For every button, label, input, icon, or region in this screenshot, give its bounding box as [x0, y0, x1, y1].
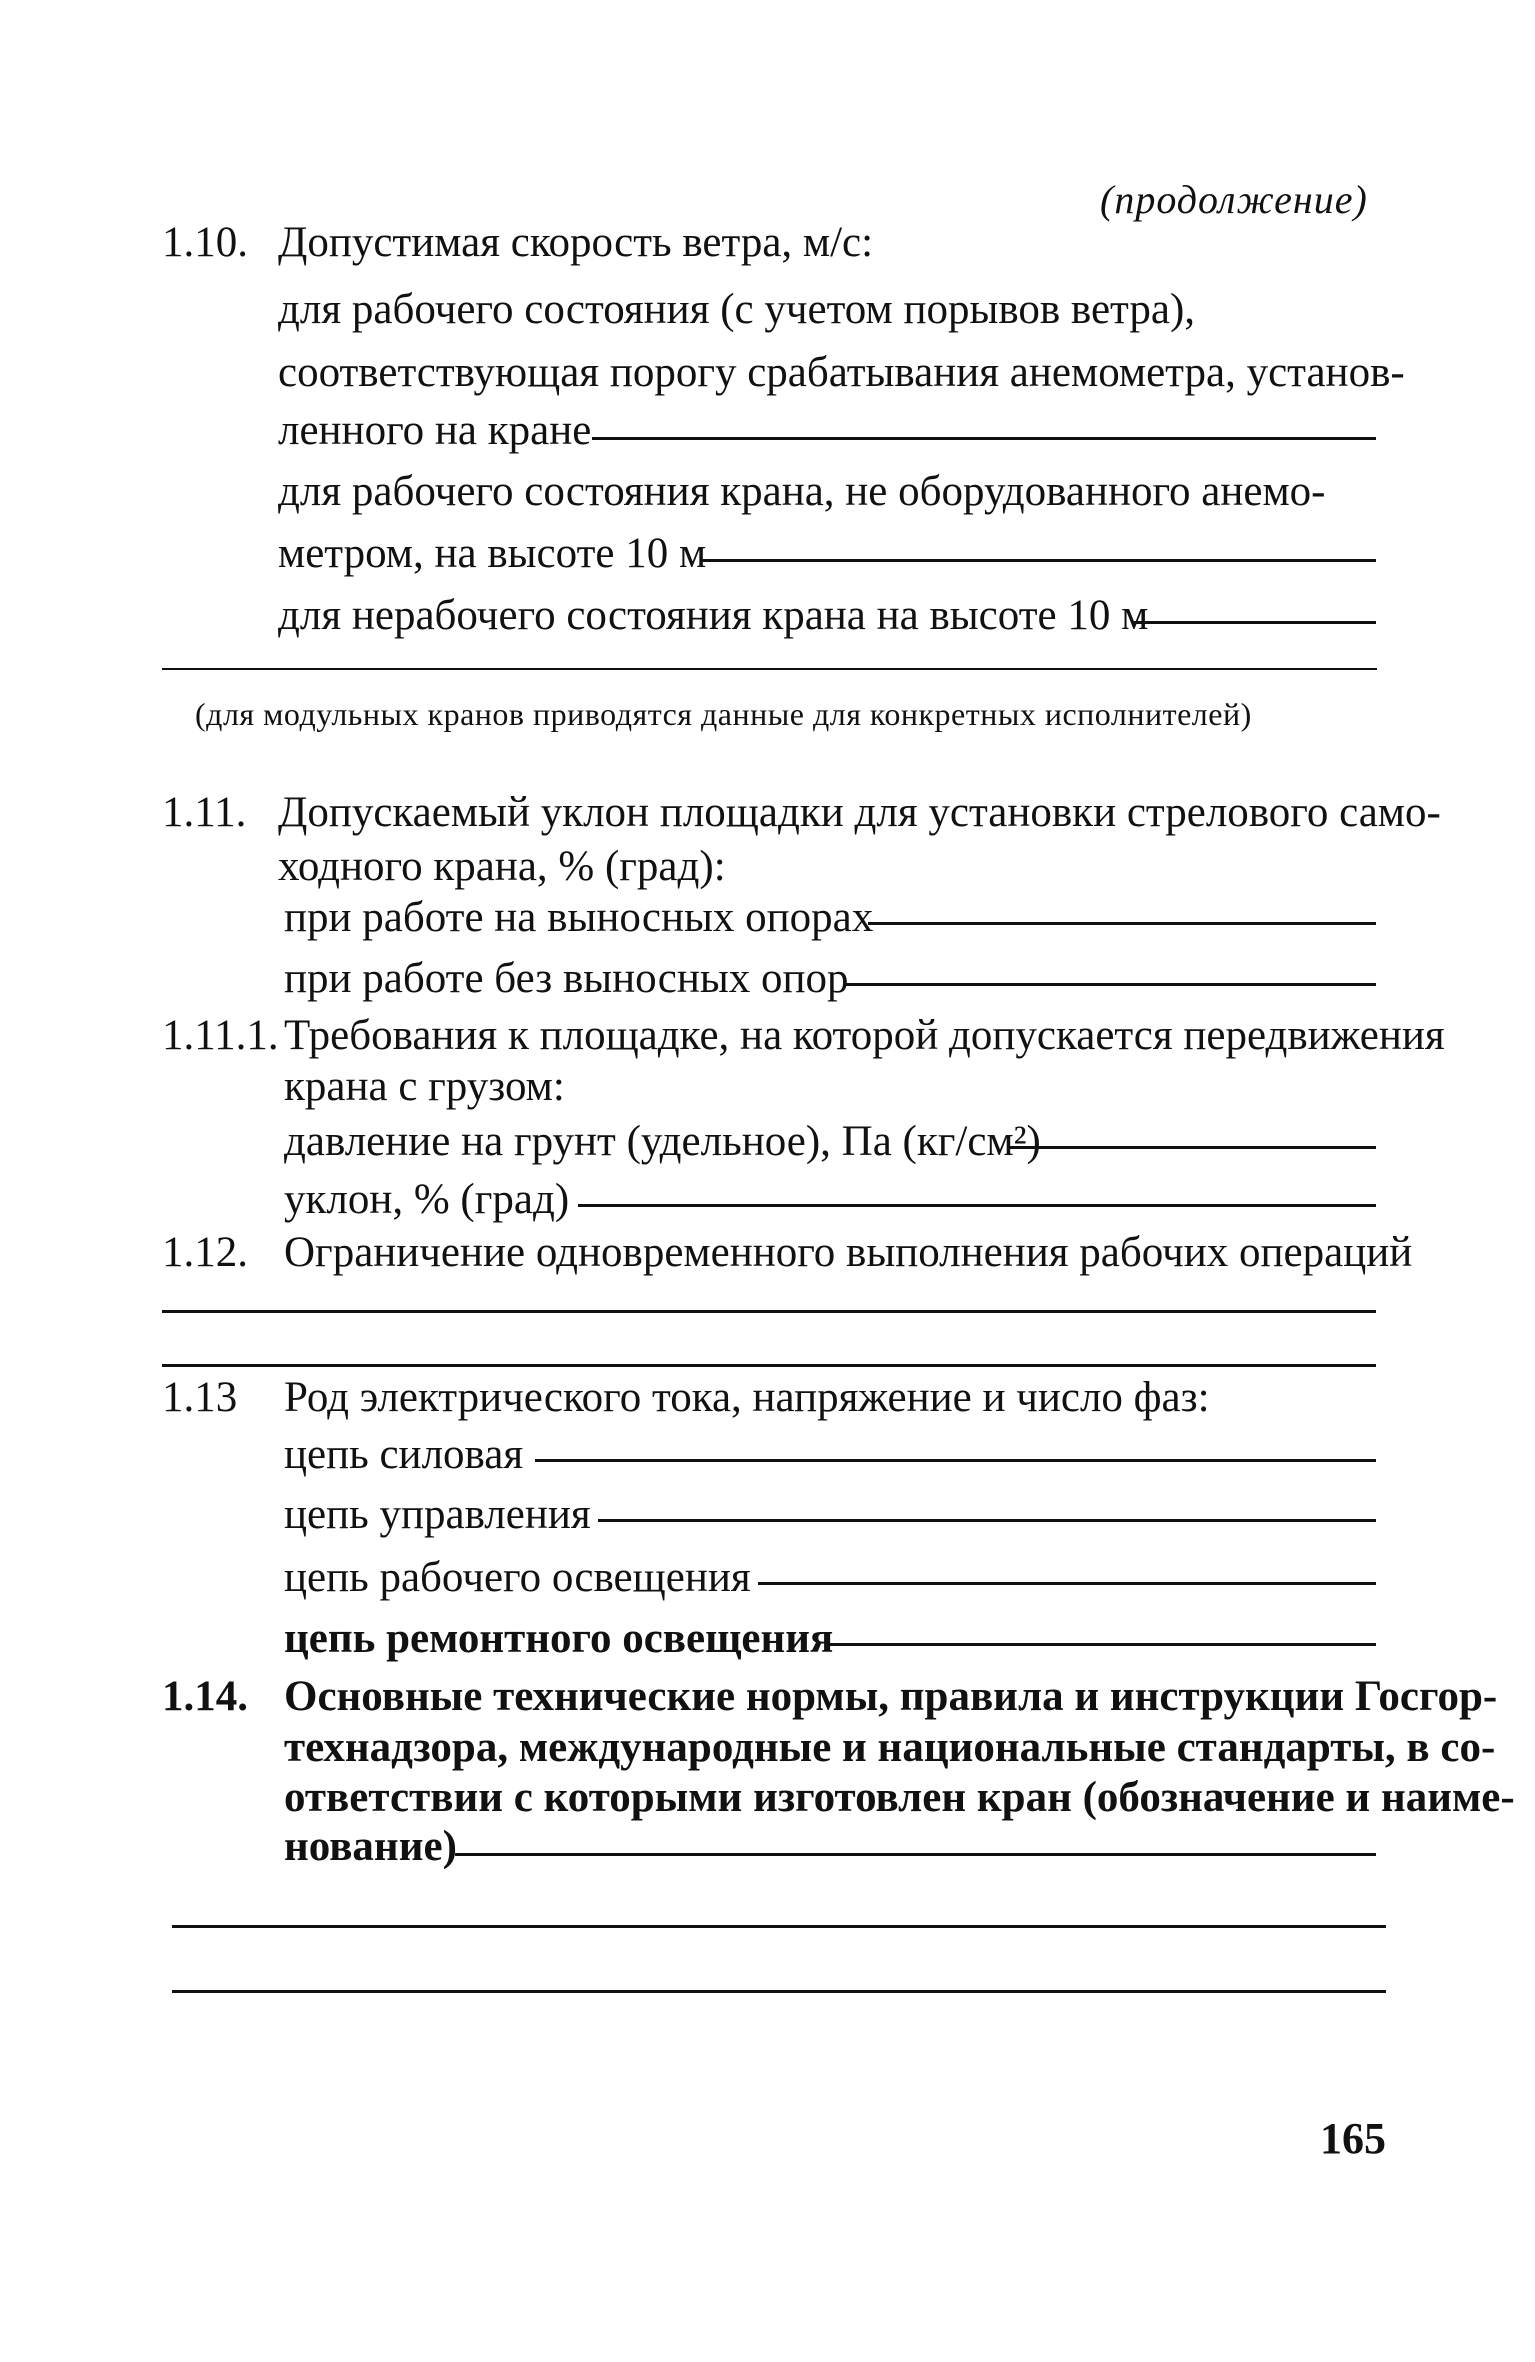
item-number-1-11: 1.11. [162, 789, 247, 836]
text-line: при работе без выносных опор [284, 955, 849, 1002]
blank-field[interactable] [592, 437, 1376, 440]
blank-field[interactable] [162, 1310, 1376, 1313]
text-line: для рабочего состояния крана, не оборудованного анемо- [278, 468, 1326, 515]
blank-field[interactable] [172, 1925, 1386, 1928]
text-line: Основные технические нормы, правила и инструкции Госгор- [284, 1673, 1498, 1720]
text-line: нование) [284, 1823, 457, 1870]
blank-field[interactable] [578, 1204, 1376, 1207]
text-line: цепь силовая [284, 1431, 524, 1478]
text-line: цепь рабочего освещения [284, 1554, 751, 1601]
text-line: ленного на кране [278, 407, 592, 454]
blank-field[interactable] [162, 1364, 1376, 1367]
text-line: соответствующая порогу срабатывания анемометра, установ- [278, 349, 1405, 396]
page-number: 165 [1320, 2114, 1386, 2163]
blank-field[interactable] [1010, 1146, 1376, 1149]
text-line: для нерабочего состояния крана на высоте 10 м [278, 592, 1149, 639]
blank-field[interactable] [702, 559, 1376, 562]
text-line: для рабочего состояния (с учетом порывов ветра), [278, 286, 1196, 333]
text-line: Допускаемый уклон площадки для установки стрелового само- [278, 789, 1441, 836]
blank-field[interactable] [868, 922, 1376, 925]
text-line: уклон, % (град) [284, 1176, 570, 1223]
blank-field[interactable] [598, 1519, 1376, 1522]
text-line: при работе на выносных опорах [284, 894, 874, 941]
item-number-1-11-1: 1.11.1. [162, 1012, 279, 1059]
text-line: Требования к площадке, на которой допускается передвижения [284, 1012, 1445, 1059]
item-title-1-10: Допустимая скорость ветра, м/с: [278, 219, 874, 266]
continuation-label: (продолжение) [1100, 177, 1368, 222]
item-number-1-14: 1.14. [162, 1673, 248, 1720]
blank-field[interactable] [535, 1459, 1376, 1462]
blank-field[interactable] [845, 983, 1376, 986]
note-modular-cranes: (для модульных кранов приводятся данные для конкретных исполнителей) [195, 696, 1252, 732]
blank-field[interactable] [172, 1990, 1386, 1993]
blank-field[interactable] [1132, 621, 1376, 624]
text-line: ходного крана, % (град): [278, 843, 726, 890]
item-number-1-13: 1.13 [162, 1374, 238, 1421]
text-line: крана с грузом: [284, 1063, 565, 1110]
text-line: Ограничение одновременного выполнения рабочих операций [284, 1229, 1413, 1276]
text-line: цепь ремонтного освещения [284, 1615, 834, 1662]
text-line: метром, на высоте 10 м [278, 530, 707, 577]
text-line: Род электрического тока, напряжение и число фаз: [284, 1374, 1210, 1421]
text-line: ответствии с которыми изготовлен кран (обозначение и наиме- [284, 1774, 1515, 1821]
blank-field[interactable] [825, 1643, 1376, 1646]
text-line: давление на грунт (удельное), Па (кг/см²) [284, 1118, 1041, 1165]
blank-field[interactable] [758, 1582, 1376, 1585]
text-line: технадзора, международные и национальные стандарты, в со- [284, 1724, 1496, 1771]
item-number-1-10: 1.10. [162, 219, 248, 266]
text-line: цепь управления [284, 1491, 591, 1538]
item-number-1-12: 1.12. [162, 1229, 248, 1276]
divider-line [162, 668, 1377, 670]
blank-field[interactable] [455, 1853, 1376, 1856]
